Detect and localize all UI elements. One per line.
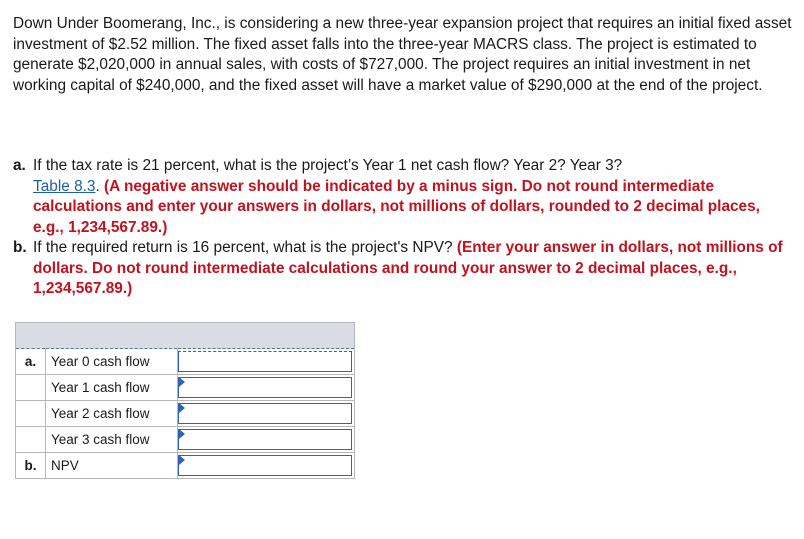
table-row [16, 453, 355, 479]
answer-table [15, 322, 355, 479]
row-part-label: a. [16, 349, 46, 375]
entry-marker-icon [179, 429, 185, 439]
table-row [16, 427, 355, 453]
entry-marker-icon [179, 403, 185, 413]
year-2-cash-flow-input[interactable] [179, 404, 351, 423]
year-1-cash-flow-input[interactable] [179, 378, 351, 397]
question-b [13, 238, 793, 300]
row-label-year-0: Year 0 cash flow [46, 349, 178, 375]
question-b-text: If the required return is 16 percent, what is the project's NPV? [33, 239, 457, 256]
entry-marker-icon [179, 455, 185, 465]
question-a-instruction: (A negative answer should be indicated by a minus sign. Do not round intermediate calculations and enter your answers in dollars, not millions of dollars, rounded to 2 decimal places, e.g., 1,234,567.89.) [33, 177, 760, 236]
row-part-label: b. [16, 453, 46, 479]
npv-input[interactable] [179, 456, 351, 475]
npv-input-box [178, 455, 352, 476]
row-label-npv: NPV [46, 453, 178, 479]
year-1-cash-flow-input-box [178, 377, 352, 398]
table-row [16, 401, 355, 427]
table-8-3-link[interactable]: Table 8.3 [33, 177, 96, 195]
question-b-instruction: (Enter your answer in dollars, not millions of dollars. Do not round intermediate calculations and round your answer to 2 decimal places, e.g., 1,234,567.89.) [33, 239, 783, 297]
question-a [13, 156, 793, 238]
year-3-cash-flow-input[interactable] [179, 430, 351, 449]
question-a-link-punct: . [95, 177, 105, 195]
table-row [16, 375, 355, 401]
row-part-label [16, 401, 46, 427]
row-label-year-2: Year 2 cash flow [46, 401, 178, 427]
question-list [13, 156, 793, 300]
year-3-cash-flow-input-box [178, 429, 352, 450]
answer-table-header [16, 323, 355, 349]
row-part-label [16, 375, 46, 401]
entry-marker-icon [179, 377, 185, 387]
question-a-text: If the tax rate is 21 percent, what is the project’s Year 1 net cash flow? Year 2? Year 3? [33, 157, 623, 174]
row-label-year-3: Year 3 cash flow [46, 427, 178, 453]
year-0-cash-flow-input[interactable] [179, 352, 351, 371]
question-b-label: b. [13, 239, 27, 256]
year-0-cash-flow-input-box [178, 351, 352, 372]
table-row [16, 349, 355, 375]
question-a-label: a. [13, 157, 26, 174]
row-part-label [16, 427, 46, 453]
year-2-cash-flow-input-box [178, 403, 352, 424]
row-label-year-1: Year 1 cash flow [46, 375, 178, 401]
problem-statement: Down Under Boomerang, Inc., is considering a new three-year expansion project that requires an initial fixed asset investment of $2.52 million. The fixed asset falls into the three-year MACRS class. The project is estimated to generate $2,020,000 in annual sales, with costs of $727,000. The project requires an initial investment in net working capital of $240,000, and the fixed asset will have a market value of $290,000 at the end of the project. [13, 15, 792, 94]
